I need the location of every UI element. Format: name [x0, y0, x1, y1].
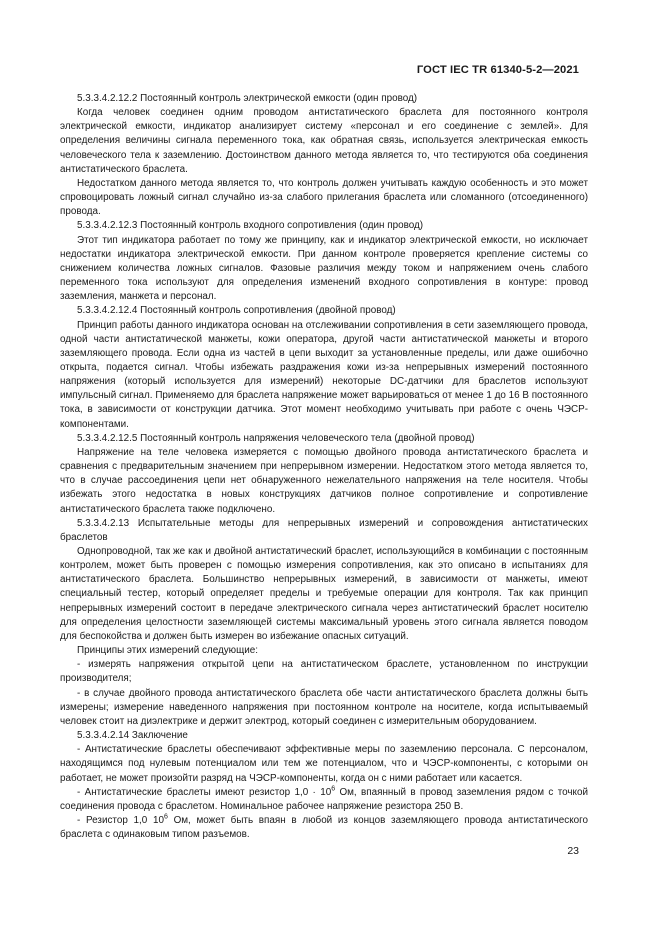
- paragraph: Напряжение на теле человека измеряется с помощью двойного провода антистатического браслета и сравнения с предварительным значением при непрерывном измерении. Недостатком этого метода является то, что в случае рассоединения цепи нет обнаруженного нежелательного напряжения на теле носителя. Чтобы избежать этого недостатка в новых конструкциях датчиков полное сопротивление и сопротивление антистатического браслета также подключено.: [60, 446, 588, 515]
- list-item-text: - Антистатические браслеты имеют резистор 1,0 · 10: [77, 786, 332, 798]
- section-heading: 5.3.3.4.2.12.5 Постоянный контроль напряжения человеческого тела (двойной провод): [77, 432, 475, 444]
- section-heading: 5.3.3.4.2.12.2 Постоянный контроль электрической емкости (один провод): [77, 93, 418, 104]
- page-number: 23: [567, 845, 579, 857]
- section-heading: 5.3.3.4.2.12.4 Постоянный контроль сопротивления (двойной провод): [77, 305, 396, 317]
- list-item: - в случае двойного провода антистатического браслета обе части антистатического браслета должны быть измерены; измерение наведенного напряжения при постоянном контроле на носителе, когда испытываемый человек стоит на диэлектрике и держит электрод, который соединен с измерительным оборудованием.: [60, 687, 588, 727]
- list-item-text: Ом, может быть впаян в любой из концов заземляющего провода антистатического браслета с одинаковым типом разъемов.: [60, 814, 588, 841]
- paragraph: Этот тип индикатора работает по тому же принципу, как и индикатор электрической емкости, но исключает недостатки индикатора электрической емкости. При данном контроле проверяется крепление системы со снижением количества ложных сигналов. Фазовые различия между током и напряжением очень слабого переменного тока используют для определения изменений входного сопротивления в контуре: провод заземления, манжета и персонал.: [60, 234, 588, 303]
- document-body: [60, 92, 588, 842]
- paragraph: Принципы этих измерений следующие:: [77, 645, 258, 657]
- paragraph: Когда человек соединен одним проводом антистатического браслета для постоянного контроля электрической емкости, индикатор анализирует систему «персонал и его соединение с землей». Для определения величины сигнала переменного тока, как обратная связь, используется электрическая емкость человеческого тела к заземлению. Достоинством данного метода является то, что тестируются оба соединения антистатического браслета.: [60, 107, 588, 175]
- paragraph: Недостатком данного метода является то, что контроль должен учитывать каждую особенность и это может спровоцировать ложный сигнал случайно из-за слабого прилегания браслета или сломанного (отсоединенного) провода.: [60, 177, 588, 218]
- list-item-text: - Резистор 1,0 10: [77, 814, 164, 826]
- section-heading: 5.3.3.4.2.12.3 Постоянный контроль входного сопротивления (один провод): [77, 220, 424, 232]
- list-item-text: Ом, впаянный в провод заземления рядом с точкой соединения провода с браслетом. Номинальное рабочее напряжение резистора 250 В.: [60, 786, 588, 812]
- exponent: 6: [163, 813, 168, 821]
- section-heading: 5.3.3.4.2.14 Заключение: [77, 730, 188, 742]
- list-item: [60, 786, 588, 814]
- section-heading: 5.3.3.4.2.13 Испытательные методы для непрерывных измерений и сопровождения антистатических браслетов: [60, 517, 588, 543]
- document-code-header: ГОСТ IEC TR 61340-5-2—2021: [416, 64, 579, 76]
- paragraph: Принцип работы данного индикатора основан на отслеживании сопротивления в сети заземляющего провода, одной части антистатической манжеты, кожи оператора, другой части антистатической манжеты и второго заземляющего провода. Если одна из частей в цепи выходит за установленные пределы, или даже ошибочно открыта, подается сигнал. Чтобы избежать раздражения кожи из-за непрерывных измерений постоянного напряжения (который используется для измерений) некоторые DC-датчики для браслетов используют импульсный сигнал. Применяемо для браслета напряжение может варьироваться от менее 1 до 16 В постоянного тока, в зависимости от конструкции датчика. Этот момент необходимо учитывать при работе с очень ЧЭСР-компонентами.: [60, 319, 588, 430]
- list-item: - измерять напряжения открытой цепи на антистатическом браслете, установленном по инструкции производителя;: [60, 659, 588, 685]
- paragraph: Однопроводной, так же как и двойной антистатический браслет, использующийся в комбинации с постоянным контролем, может быть проверен с помощью измерения сопротивления, как это описано в испытаниях для антистатического браслета. Большинство непрерывных измерений, в зависимости от манжеты, имеют специальный тестер, который определяет пределы и требуемые операции для контроля. Так как принцип непрерывных измерений состоит в передаче электрического сигнала через антистатический браслет носителю для определения целостности заземляющей системы максимальный уровень этого сигнала является поводом для беспокойства и должен быть измерен во избежание опасных ситуаций.: [60, 546, 588, 642]
- list-item: [60, 814, 588, 842]
- exponent: 6: [331, 785, 336, 793]
- list-item: - Антистатические браслеты обеспечивают эффективные меры по заземлению персонала. С персоналом, находящимся под нулевым потенциалом или тем же потенциалом, что и ЧЭСР-компоненты, с которыми он работает, не может произойти разряд на ЧЭСР-компоненты, когда он с ними работает или касается.: [60, 744, 588, 784]
